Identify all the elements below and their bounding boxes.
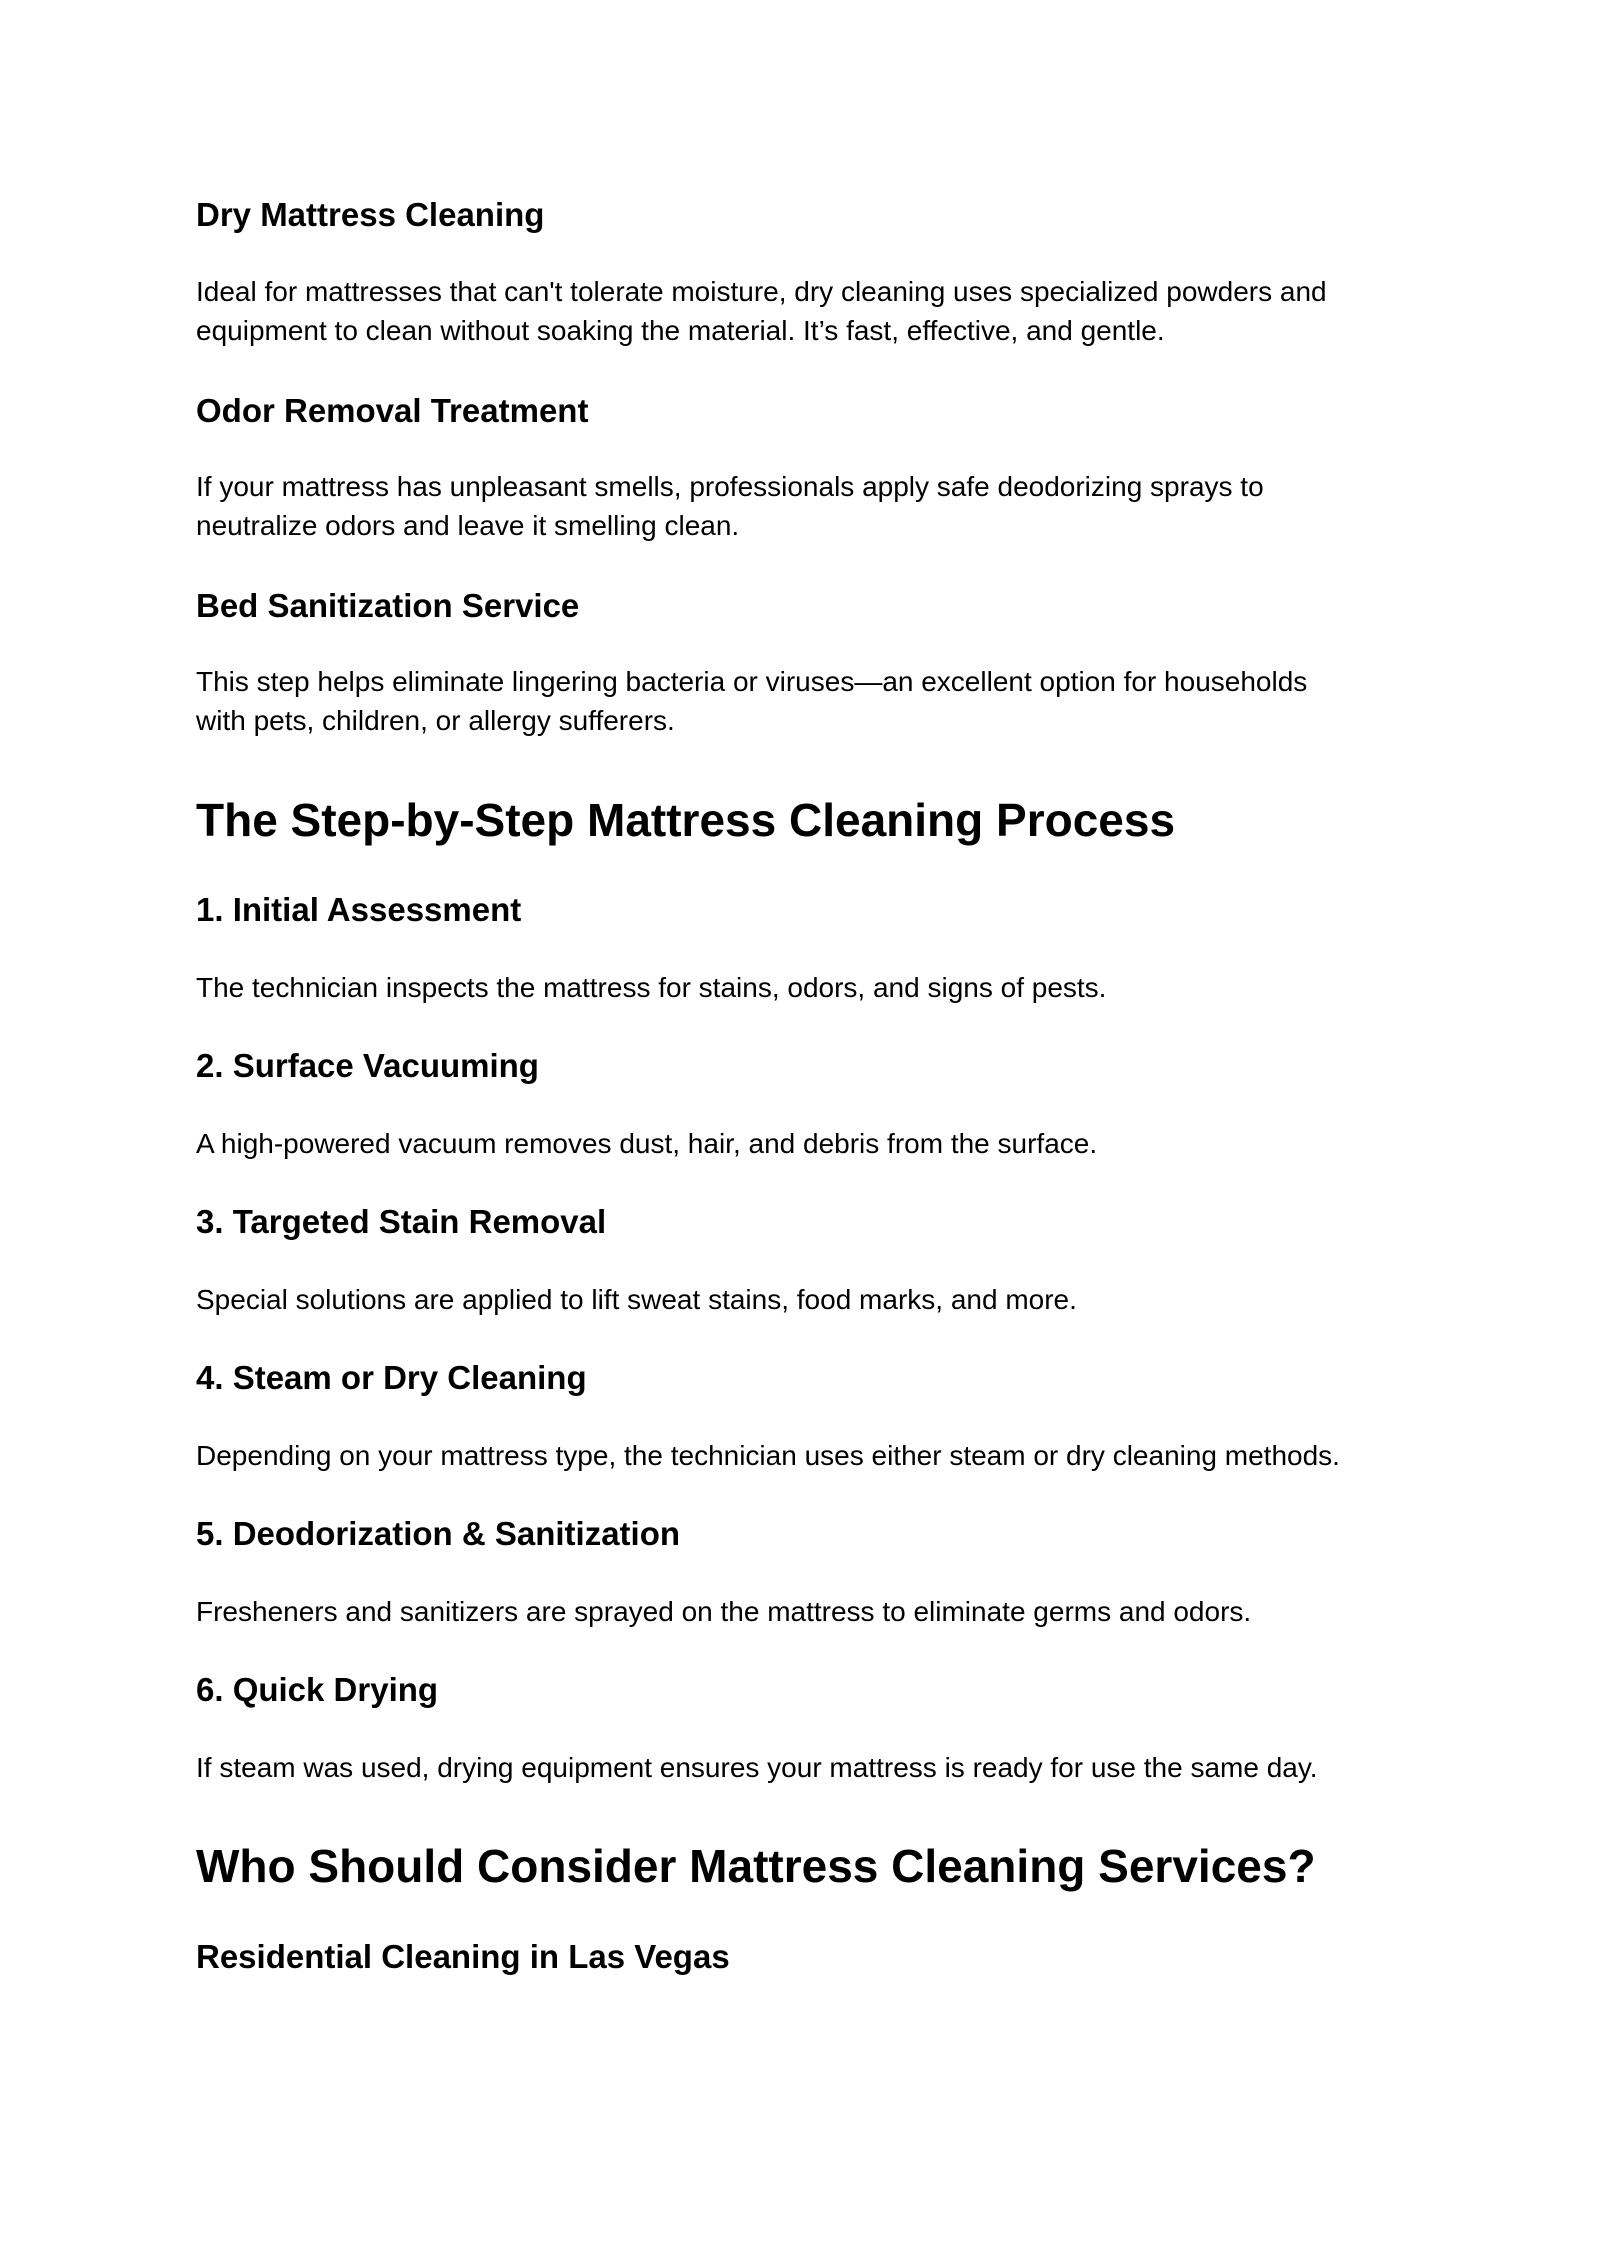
section-heading-dry-cleaning: Dry Mattress Cleaning: [196, 196, 545, 233]
paragraph-line: Ideal for mattresses that can't tolerate moisture, dry cleaning uses specialized powders and: [196, 276, 1327, 307]
section-heading-bed-sanitization: Bed Sanitization Service: [196, 587, 580, 624]
who-title: Who Should Consider Mattress Cleaning Services?: [196, 1840, 1316, 1892]
step-heading: 2. Surface Vacuuming: [196, 1047, 539, 1084]
step-text: If steam was used, drying equipment ensures your mattress is ready for use the same day.: [196, 1752, 1318, 1783]
residential-subheading: Residential Cleaning in Las Vegas: [196, 1938, 730, 1975]
paragraph-line: neutralize odors and leave it smelling clean.: [196, 510, 740, 541]
paragraph-line: This step helps eliminate lingering bacteria or viruses—an excellent option for households: [196, 666, 1308, 697]
paragraph-line: equipment to clean without soaking the material. It’s fast, effective, and gentle.: [196, 315, 1165, 346]
process-title: The Step-by-Step Mattress Cleaning Process: [196, 794, 1176, 846]
step-heading: 3. Targeted Stain Removal: [196, 1203, 607, 1240]
step-text: Fresheners and sanitizers are sprayed on the mattress to eliminate germs and odors.: [196, 1596, 1252, 1627]
step-heading: 5. Deodorization & Sanitization: [196, 1515, 681, 1552]
step-text: A high-powered vacuum removes dust, hair, and debris from the surface.: [196, 1128, 1098, 1159]
paragraph-line: with pets, children, or allergy sufferers.: [196, 705, 675, 736]
section-heading-odor-removal: Odor Removal Treatment: [196, 392, 589, 429]
step-heading: 1. Initial Assessment: [196, 891, 522, 928]
step-text: Depending on your mattress type, the technician uses either steam or dry cleaning methods.: [196, 1440, 1340, 1471]
step-text: The technician inspects the mattress for stains, odors, and signs of pests.: [196, 972, 1107, 1003]
step-heading: 4. Steam or Dry Cleaning: [196, 1359, 587, 1396]
paragraph-line: If your mattress has unpleasant smells, professionals apply safe deodorizing sprays to: [196, 471, 1264, 502]
step-text: Special solutions are applied to lift sweat stains, food marks, and more.: [196, 1284, 1077, 1315]
step-heading: 6. Quick Drying: [196, 1671, 439, 1708]
